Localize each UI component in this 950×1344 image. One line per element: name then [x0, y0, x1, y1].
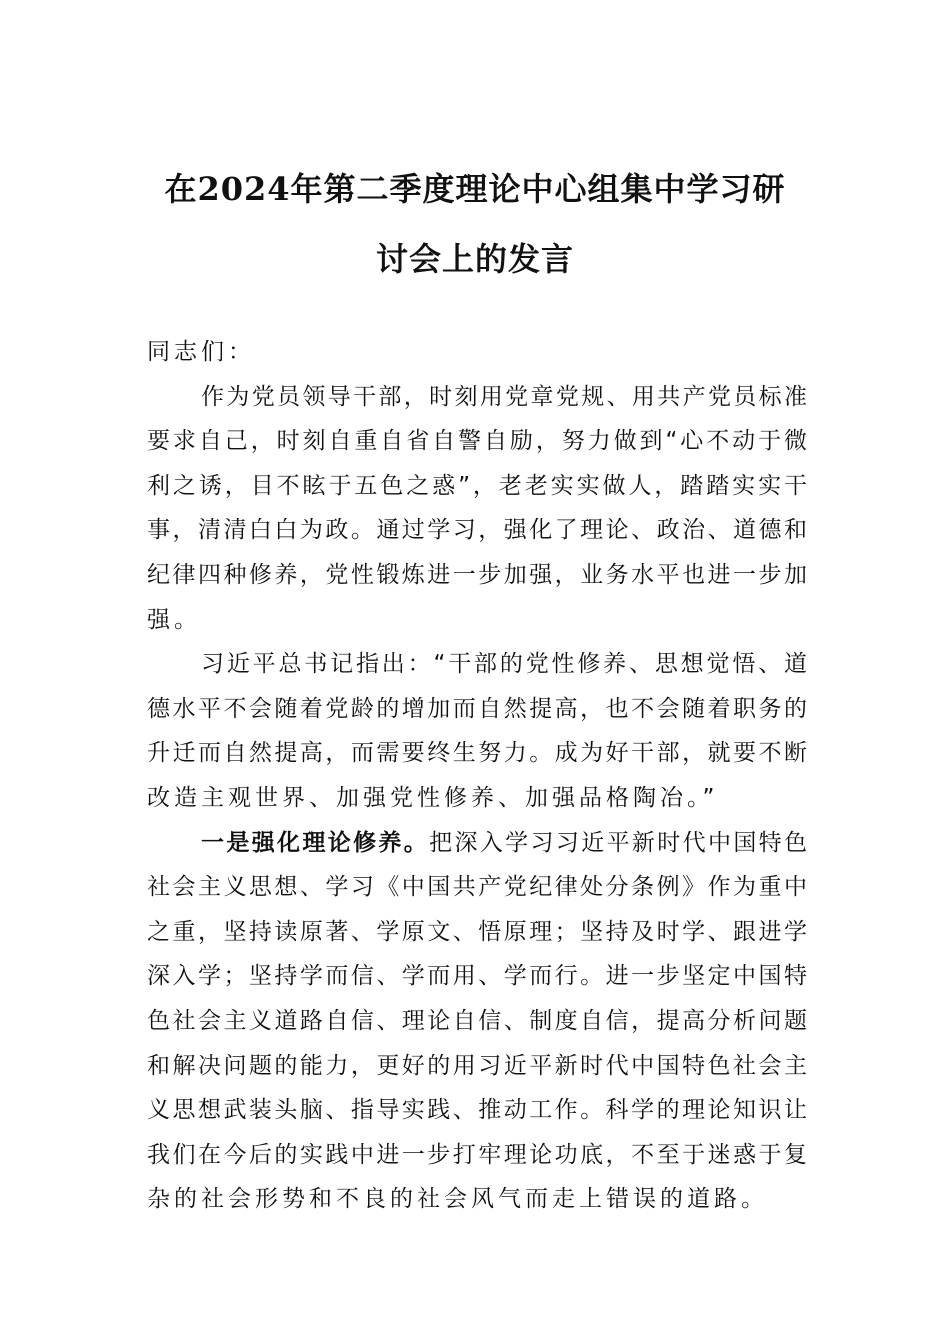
paragraph-line: 和解决问题的能力，更好的用习近平新时代中国特色社会主: [147, 1052, 807, 1079]
paragraph-1: [147, 375, 807, 643]
paragraph-line: 义思想武装头脑、指导实践、推动工作。科学的理论知识让: [147, 1097, 807, 1124]
greeting: 同志们：: [147, 339, 255, 365]
paragraph-line: 利之诱，目不眩于五色之惑”，老老实实做人，踏踏实实干: [147, 472, 807, 499]
paragraph-line: 杂的社会形势和不良的社会风气而走上错误的道路。: [147, 1186, 768, 1213]
paragraph-line: 习近平总书记指出：“干部的党性修养、思想觉悟、道: [201, 651, 807, 678]
paragraph-line: 升迁而自然提高，而需要终生努力。成为好干部，就要不断: [147, 740, 807, 767]
paragraph-line: 要求自己，时刻自重自省自警自励，努力做到“心不动于微: [147, 428, 807, 455]
paragraph-line: 色社会主义道路自信、理论自信、制度自信，提高分析问题: [147, 1007, 807, 1034]
paragraph-line: 社会主义思想、学习《中国共产党纪律处分条例》作为重中: [147, 874, 807, 901]
paragraph-line: 改造主观世界、加强党性修养、加强品格陶冶。”: [147, 784, 719, 811]
document-title-line-2: 讨会上的发言: [375, 240, 574, 278]
paragraph-line: 德水平不会随着党龄的增加而自然提高，也不会随着职务的: [147, 695, 807, 722]
document-body: [147, 330, 807, 1222]
paragraph-lead-heading: 一是强化理论修养。: [201, 829, 430, 856]
paragraph-2: [147, 642, 807, 820]
paragraph-line: 纪律四种修养，党性锻炼进一步加强，业务水平也进一步加: [147, 561, 807, 588]
document-title-line-1: 在2024年第二季度理论中心组集中学习研: [164, 170, 786, 208]
paragraph-line: 作为党员领导干部，时刻用党章党规、用共产党员标准: [201, 383, 807, 410]
paragraph-line: 深入学；坚持学而信、学而用、学而行。进一步坚定中国特: [147, 963, 807, 990]
paragraph-line: 我们在今后的实践中进一步打牢理论功底，不至于迷惑于复: [147, 1141, 807, 1168]
paragraph-line: [147, 821, 807, 866]
paragraph-3: [147, 821, 807, 1222]
paragraph-line: 之重，坚持读原著、学原文、悟原理；坚持及时学、跟进学: [147, 918, 807, 945]
paragraph-line: 强。: [147, 606, 201, 633]
paragraph-text: 把深入学习习近平新时代中国特色: [429, 829, 808, 856]
paragraph-line: 事，清清白白为政。通过学习，强化了理论、政治、道德和: [147, 517, 807, 544]
